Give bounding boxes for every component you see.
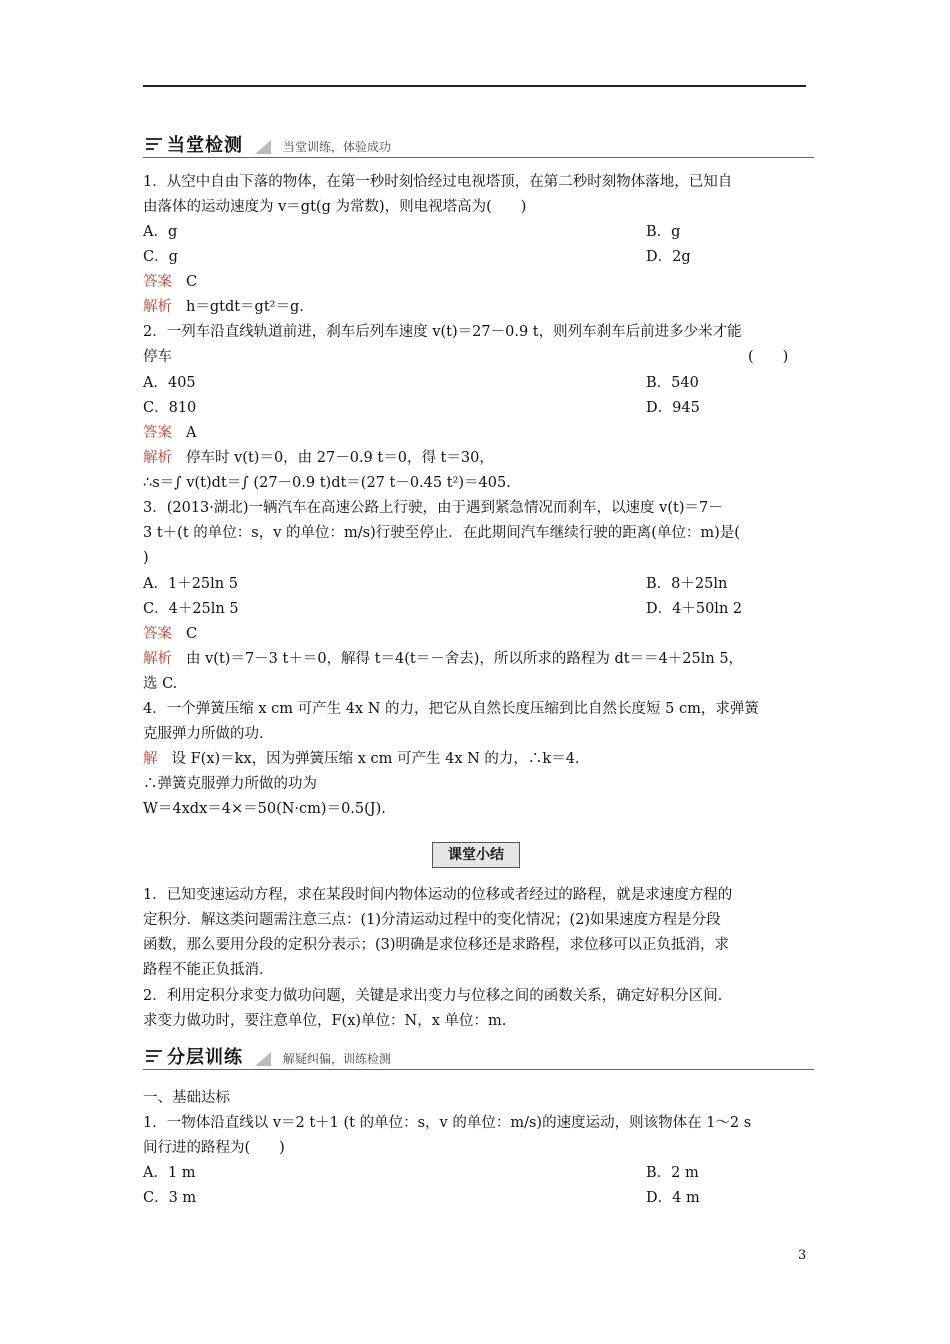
q1-option-c: C．g [143, 249, 178, 265]
q3-line3: ) [143, 550, 149, 566]
q3-line2: 3 t＋(t 的单位：s，v 的单位：m/s)行驶至停止．在此期间汽车继续行驶的距离(单位：m)是( [143, 525, 740, 541]
header-rule [143, 85, 806, 87]
q3-line1: 3．(2013·湖北)一辆汽车在高速公路上行驶，由于遇到紧急情况而刹车，以速度 v(t)＝7－ [143, 500, 723, 516]
section-title: 当堂检测 [167, 135, 243, 156]
q4-solution-2: ∴弹簧克服弹力所做的功为 [143, 776, 317, 792]
q1-option-b: B．g [646, 224, 681, 240]
summary-line: 定积分．解这类问题需注意三点：(1)分清运动过程中的变化情况；(2)如果速度方程是分段 [143, 912, 721, 928]
q2-analysis [143, 448, 494, 468]
stripes-icon [145, 136, 163, 152]
section-underline [143, 157, 814, 158]
q2-option-a: A．405 [143, 375, 196, 391]
summary-line: 求变力做功时，要注意单位，F(x)单位：N，x 单位：m. [143, 1013, 507, 1029]
q1-option-a: A．g [143, 224, 178, 240]
summary-title: 课堂小结 [432, 842, 520, 868]
answer-value: C [186, 626, 198, 642]
analysis-label: 解析 [143, 450, 172, 466]
analysis-label: 解析 [143, 299, 172, 315]
q2-line2: 停车 [143, 349, 172, 365]
q1-line2: 由落体的运动速度为 v＝gt(g 为常数)，则电视塔高为( ) [143, 199, 527, 215]
q4-line1: 4．一个弹簧压缩 x cm 可产生 4x N 的力，把它从自然长度压缩到比自然长度短 5 cm，求弹簧 [143, 701, 759, 717]
q3-answer [143, 624, 197, 644]
section-underline [143, 1069, 814, 1070]
q2-option-c: C．810 [143, 400, 197, 416]
page-number: 3 [798, 1248, 807, 1263]
answer-label: 答案 [143, 626, 172, 642]
q4-solution [143, 749, 580, 769]
basic-q1-line1: 1．一物体沿直线以 v＝2 t＋1 (t 的单位：s，v 的单位：m/s)的速度运动，则该物体在 1～2 s [143, 1115, 752, 1131]
solution-text: 设 F(x)＝kx，因为弹簧压缩 x cm 可产生 4x N 的力，∴k＝4. [171, 751, 580, 767]
analysis-text: h＝gtdt＝gt²＝g. [186, 299, 304, 315]
q3-option-c: C．4＋25ln 5 [143, 601, 239, 617]
section-header-training [143, 1042, 814, 1070]
section-subtitle: 当堂训练，体验成功 [283, 140, 392, 154]
q4-solution-3: W＝4xdx＝4×＝50(N·cm)＝0.5(J). [143, 801, 386, 817]
summary-line: 2．利用定积分求变力做功问题，关键是求出变力与位移之间的函数关系，确定好积分区间． [143, 988, 733, 1004]
summary-line: 路程不能正负抵消． [143, 962, 274, 978]
stripes-icon [145, 1048, 163, 1064]
basic-q1-option-a: A．1 m [143, 1165, 196, 1181]
solution-label: 解 [143, 751, 158, 767]
answer-value: A [186, 425, 197, 441]
q1-answer [143, 272, 197, 292]
section-subtitle: 解疑纠偏，训练检测 [283, 1052, 392, 1066]
summary-line: 1．已知变速运动方程，求在某段时间内物体运动的位移或者经过的路程，就是求速度方程的 [143, 887, 733, 903]
triangle-icon [255, 1052, 271, 1066]
triangle-icon [255, 140, 271, 154]
q3-analysis [143, 649, 743, 669]
q3-analysis-2: 选 C. [143, 676, 178, 692]
basic-q1-option-d: D．4 m [646, 1190, 700, 1206]
q1-analysis [143, 297, 304, 317]
q2-analysis-2: ∴s＝∫ v(t)dt＝∫ (27－0.9 t)dt＝(27 t－0.45 t²)＝405. [143, 475, 511, 491]
q4-line2: 克服弹力所做的功． [143, 726, 274, 742]
section-header-practice [143, 130, 814, 158]
basic-q1-option-c: C．3 m [143, 1190, 197, 1206]
analysis-text: 停车时 v(t)＝0，由 27－0.9 t＝0，得 t＝30， [186, 450, 494, 466]
q2-option-b: B．540 [646, 375, 699, 391]
section-title: 分层训练 [167, 1047, 243, 1068]
q1-line1: 1．从空中自由下落的物体，在第一秒时刻恰经过电视塔顶，在第二秒时刻物体落地，已知自 [143, 174, 733, 190]
answer-label: 答案 [143, 274, 172, 290]
basic-heading: 一、基础达标 [143, 1090, 230, 1106]
q2-answer [143, 423, 196, 443]
answer-label: 答案 [143, 425, 172, 441]
analysis-label: 解析 [143, 651, 172, 667]
q3-option-d: D．4＋50ln 2 [646, 601, 743, 617]
q2-option-d: D．945 [646, 400, 700, 416]
q3-option-b: B．8＋25ln [646, 576, 728, 592]
q3-option-a: A．1＋25ln 5 [143, 576, 238, 592]
analysis-text: 由 v(t)＝7－3 t＋＝0，解得 t＝4(t＝－舍去)，所以所求的路程为 dt＝＝4＋25ln 5， [186, 651, 744, 667]
q1-option-d: D．2g [646, 249, 691, 265]
q2-paren: ( ) [748, 349, 789, 365]
q2-line1: 2．一列车沿直线轨道前进，刹车后列车速度 v(t)＝27－0.9 t，则列车刹车后前进多少米才能 [143, 324, 742, 340]
answer-value: C [186, 274, 198, 290]
basic-q1-line2: 间行进的路程为( ) [143, 1140, 285, 1156]
basic-q1-option-b: B．2 m [646, 1165, 699, 1181]
summary-line: 函数，那么要用分段的定积分表示；(3)明确是求位移还是求路程，求位移可以正负抵消，求 [143, 937, 730, 953]
